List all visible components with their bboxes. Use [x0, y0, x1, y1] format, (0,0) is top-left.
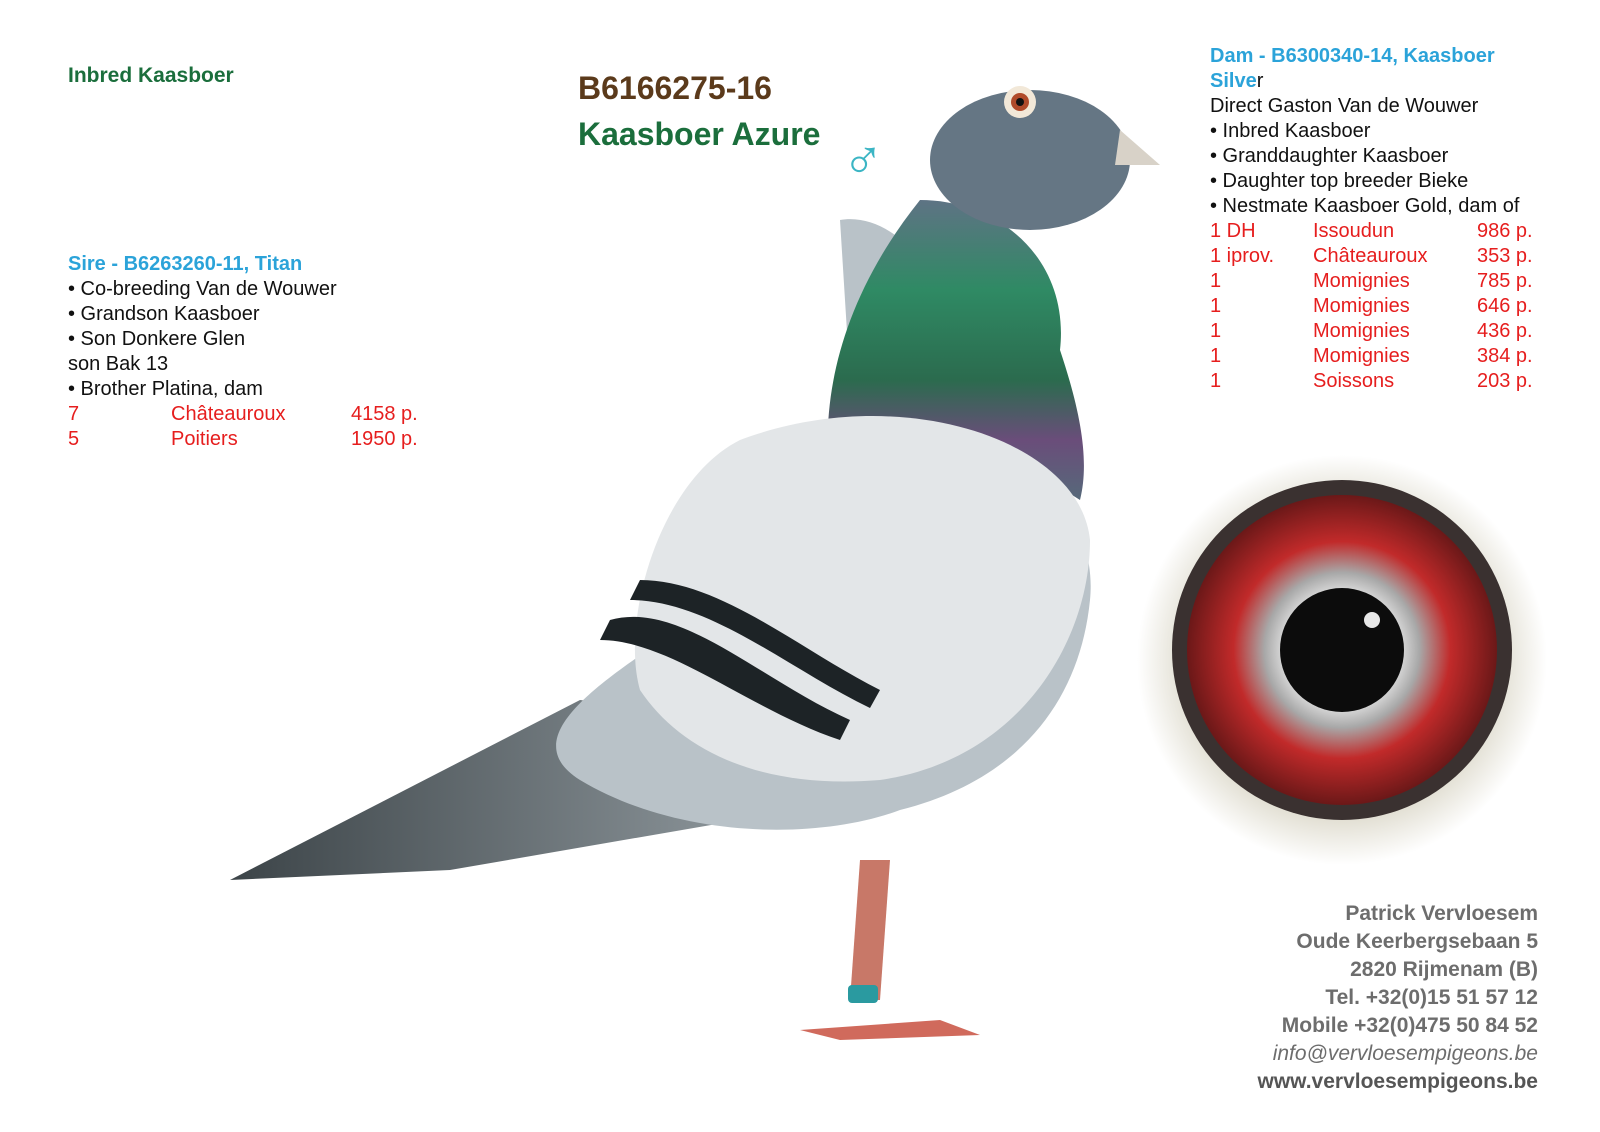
sire-line: • Son Donkere Glen [68, 328, 246, 350]
contact-website-link[interactable]: www.vervloesempigeons.be [1257, 1070, 1538, 1093]
dam-heading: Dam - B6300340-14, Kaasboer [1210, 45, 1495, 67]
result-birds: 785 p. [1477, 270, 1533, 292]
result-place: 1 [1210, 295, 1222, 317]
dam-line: • Granddaughter Kaasboer [1210, 145, 1449, 167]
dam-result-row [1210, 244, 1533, 269]
dam-line: • Daughter top breeder Bieke [1210, 170, 1469, 192]
pigeon-photo [200, 80, 1160, 1080]
result-race: Momignies [1313, 320, 1410, 342]
result-race: Châteauroux [1313, 245, 1428, 267]
sire-line: son Bak 13 [68, 353, 169, 375]
dam-line: • Nestmate Kaasboer Gold, dam of [1210, 195, 1520, 217]
contact-block [1258, 900, 1539, 1096]
dam-block [1210, 44, 1533, 394]
result-race: Momignies [1313, 270, 1410, 292]
ring-number: B6166275-16 [578, 70, 772, 106]
dam-result-row [1210, 344, 1533, 369]
result-race: Châteauroux [171, 403, 286, 425]
eye-closeup-photo [1132, 450, 1552, 870]
result-birds: 646 p. [1477, 295, 1533, 317]
result-race: Momignies [1313, 295, 1410, 317]
result-birds: 986 p. [1477, 220, 1533, 242]
result-place: 7 [68, 403, 80, 425]
tagline: Inbred Kaasboer [68, 64, 234, 87]
dam-line: Direct Gaston Van de Wouwer [1210, 95, 1479, 117]
dam-heading-cont [1210, 69, 1533, 94]
result-birds: 1950 p. [351, 428, 418, 450]
contact-mobile: Mobile +32(0)475 50 84 52 [1281, 1014, 1538, 1037]
result-race: Soissons [1313, 370, 1395, 392]
sire-line: • Grandson Kaasboer [68, 303, 260, 325]
dam-result-row [1210, 294, 1533, 319]
dam-result-row [1210, 319, 1533, 344]
result-race: Poitiers [171, 428, 238, 450]
bird-name: Kaasboer Azure [578, 116, 821, 152]
contact-email-link[interactable]: info@vervloesempigeons.be [1272, 1042, 1538, 1065]
dam-result-row [1210, 369, 1533, 394]
result-place: 1 DH [1210, 220, 1256, 242]
result-birds: 436 p. [1477, 320, 1533, 342]
dam-result-row [1210, 219, 1533, 244]
dam-line: • Inbred Kaasboer [1210, 120, 1371, 142]
contact-city: 2820 Rijmenam (B) [1350, 958, 1538, 981]
result-race: Momignies [1313, 345, 1410, 367]
result-place: 5 [68, 428, 80, 450]
dam-heading-rest: r [1256, 70, 1264, 92]
result-birds: 203 p. [1477, 370, 1533, 392]
dam-result-row [1210, 269, 1533, 294]
sire-block [68, 252, 418, 452]
result-place: 1 [1210, 320, 1222, 342]
contact-name: Patrick Vervloesem [1345, 902, 1538, 925]
dam-heading-blue: Silve [1210, 70, 1257, 92]
result-birds: 384 p. [1477, 345, 1533, 367]
contact-street: Oude Keerbergsebaan 5 [1296, 930, 1538, 953]
result-place: 1 [1210, 370, 1222, 392]
male-symbol-icon: ♂ [842, 128, 884, 191]
sire-line: • Brother Platina, dam [68, 378, 263, 400]
result-place: 1 [1210, 270, 1222, 292]
result-birds: 4158 p. [351, 403, 418, 425]
result-place: 1 iprov. [1210, 245, 1275, 267]
sire-result-row [68, 402, 418, 427]
contact-tel: Tel. +32(0)15 51 57 12 [1325, 986, 1538, 1009]
result-birds: 353 p. [1477, 245, 1533, 267]
result-race: Issoudun [1313, 220, 1395, 242]
result-place: 1 [1210, 345, 1222, 367]
sire-result-row [68, 427, 418, 452]
sire-line: • Co-breeding Van de Wouwer [68, 278, 337, 300]
sire-heading: Sire - B6263260-11, Titan [68, 253, 303, 275]
